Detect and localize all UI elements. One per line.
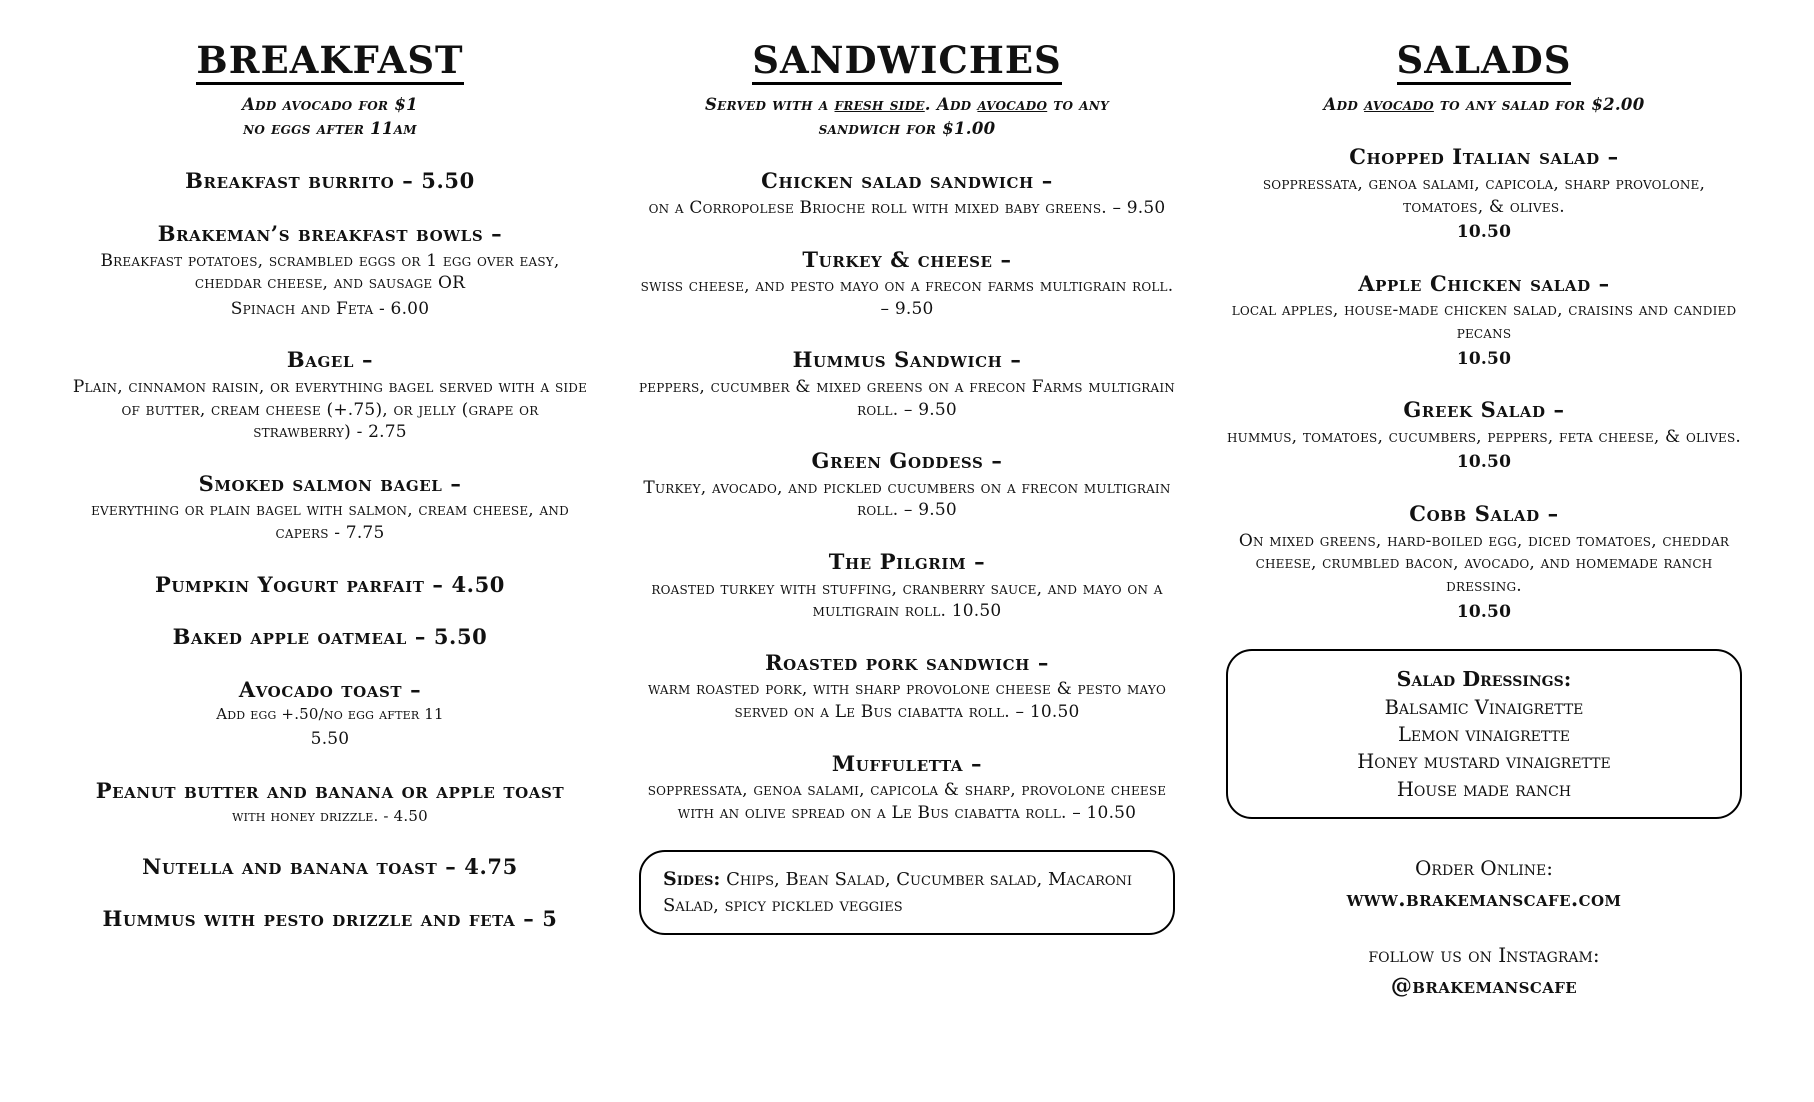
item-name: Avocado toast – <box>238 676 422 702</box>
item-name: Breakfast burrito – 5.50 <box>185 168 475 194</box>
item-description: swiss cheese, and pesto mayo on a frecon farms multigrain roll. – 9.50 <box>640 276 1174 319</box>
salads-column <box>1214 40 1754 1082</box>
item-name: Baked apple oatmeal – 5.50 <box>172 624 488 650</box>
item-description: with honey drizzle. - 4.50 <box>232 806 428 825</box>
sandwiches-title: SANDWICHES <box>752 40 1062 85</box>
item-description: Turkey, avocado, and pickled cucumbers on a frecon multigrain roll. – 9.50 <box>643 477 1171 521</box>
item-name: Chopped Italian salad – <box>1349 144 1619 170</box>
item-name: Roasted pork sandwich – <box>765 649 1049 675</box>
menu-item <box>639 168 1175 219</box>
item-description: soppressata, genoa salami, capicola & sharp, provolone cheese with an olive spread on a Le Bus ciabatta roll. – 10.50 <box>647 780 1167 823</box>
item-description: roasted turkey with stuffing, cranberry sauce, and mayo on a multigrain roll. 10.50 <box>651 578 1163 622</box>
item-price: 10.50 <box>1456 601 1512 622</box>
item-name: Pumpkin Yogurt parfait – 4.50 <box>154 571 505 597</box>
menu-item <box>72 221 588 320</box>
item-name: Greek Salad – <box>1403 397 1565 423</box>
sandwiches-subheading <box>639 93 1175 141</box>
menu-item <box>1226 501 1742 623</box>
item-name: Cobb Salad – <box>1409 501 1559 527</box>
menu-item <box>72 778 588 827</box>
menu-item <box>72 854 588 880</box>
sandwiches-column <box>627 40 1187 1082</box>
menu-item <box>639 347 1175 421</box>
menu-item <box>72 624 588 650</box>
dressing-item: House made ranch <box>1396 777 1572 801</box>
item-name: Hummus Sandwich – <box>792 347 1022 373</box>
item-name: Muffuletta – <box>831 750 983 776</box>
sides-list: Chips, Bean Salad, Cucumber salad, Macaroni Salad, spicy pickled veggies <box>663 869 1133 917</box>
item-name: Brakeman’s breakfast bowls – <box>157 220 503 246</box>
sandwiches-header <box>639 40 1175 85</box>
sub-text-e: to any <box>1047 95 1110 115</box>
item-description: warm roasted pork, with sharp provolone cheese & pesto mayo served on a Le Bus ciabatta roll. – 10.50 <box>647 679 1167 723</box>
menu-item <box>72 168 588 194</box>
menu-item <box>1226 397 1742 474</box>
breakfast-header <box>72 40 588 85</box>
sub-text-fresh-side: fresh side <box>834 95 925 115</box>
salads-sub-avocado: avocado <box>1364 95 1434 115</box>
breakfast-subheading <box>72 93 588 141</box>
item-name: Apple Chicken salad – <box>1358 270 1610 296</box>
sides-text <box>663 866 1151 919</box>
follow-label: follow us on Instagram: <box>1368 943 1600 968</box>
item-price: 5.50 <box>310 729 350 750</box>
item-name: Green Goddess – <box>811 448 1003 474</box>
footer-contact <box>1226 853 1742 1002</box>
sub-text-avocado: avocado <box>977 95 1048 115</box>
item-price: 10.50 <box>1456 348 1512 369</box>
item-name: Smoked salmon bagel – <box>198 470 462 496</box>
item-name: Hummus with pesto drizzle and feta – 5 <box>102 906 558 932</box>
menu-item <box>639 650 1175 724</box>
dressings-content <box>1250 665 1718 803</box>
item-price: 10.50 <box>1456 222 1512 243</box>
menu-item <box>1226 144 1742 243</box>
item-name: Bagel – <box>286 347 374 373</box>
item-description: Add egg +.50/no egg after 11 <box>216 705 444 724</box>
salads-header <box>1226 40 1742 85</box>
item-name: Turkey & cheese – <box>802 246 1012 272</box>
item-name: Chicken salad sandwich – <box>761 168 1053 194</box>
salad-dressings-box <box>1226 649 1742 819</box>
item-description: everything or plain bagel with salmon, cream cheese, and capers - 7.75 <box>91 500 569 543</box>
salads-subheading <box>1226 93 1742 117</box>
item-name: Nutella and banana toast – 4.75 <box>142 853 518 879</box>
item-description: peppers, cucumber & mixed greens on a frecon Farms multigrain roll. – 9.50 <box>639 376 1175 420</box>
item-description-extra: Spinach and Feta - 6.00 <box>230 298 430 319</box>
breakfast-sub-line-2: no eggs after 11am <box>243 119 417 139</box>
item-description: local apples, house-made chicken salad, craisins and candied pecans <box>1231 300 1737 344</box>
item-name: Peanut butter and banana or apple toast <box>95 777 565 803</box>
menu-item <box>639 751 1175 825</box>
item-name: The Pilgrim – <box>828 548 986 574</box>
item-description: On mixed greens, hard-boiled egg, diced tomatoes, cheddar cheese, crumbled bacon, avocado, and homemade ranch dressing. <box>1238 530 1730 596</box>
salads-title: SALADS <box>1397 40 1572 85</box>
menu-item <box>639 247 1175 321</box>
instagram-handle[interactable]: @brakemanscafe <box>1390 973 1578 999</box>
breakfast-sub-line-1: Add avocado for $1 <box>242 95 418 115</box>
sandwiches-sub-line-2: sandwich for $1.00 <box>818 119 996 139</box>
order-online-label: Order Online: <box>1415 855 1553 880</box>
breakfast-title: BREAKFAST <box>196 40 463 85</box>
sub-text-a: Served with a <box>704 95 835 115</box>
dressing-item: Balsamic Vinaigrette <box>1384 695 1584 719</box>
menu-item <box>639 448 1175 522</box>
item-description: soppressata, genoa salami, capicola, sharp provolone, tomatoes, & olives. <box>1262 173 1706 217</box>
sub-text-c: . Add <box>924 95 978 115</box>
website-link[interactable]: www.brakemanscafe.com <box>1346 885 1622 911</box>
sides-label: Sides: <box>663 868 721 891</box>
item-description: on a Corropolese Brioche roll with mixed baby greens. – 9.50 <box>648 197 1166 218</box>
menu-item <box>72 347 588 443</box>
breakfast-column <box>60 40 600 1082</box>
salads-sub-c: to any salad for $2.00 <box>1433 95 1645 115</box>
sandwiches-sub-line-1 <box>639 93 1175 117</box>
item-description: Plain, cinnamon raisin, or everything bagel served with a side of butter, cream cheese (+.75), or jelly (grape or strawberry) - 2.75 <box>72 376 588 443</box>
item-description: Breakfast potatoes, scrambled eggs or 1 egg over easy, cheddar cheese, and sausage OR <box>100 250 560 294</box>
dressing-item: Lemon vinaigrette <box>1397 723 1571 747</box>
menu-item <box>639 549 1175 623</box>
menu-item <box>72 471 588 545</box>
item-price: 10.50 <box>1456 452 1512 473</box>
dressing-item: Honey mustard vinaigrette <box>1357 750 1611 774</box>
menu-item <box>72 572 588 598</box>
menu-item <box>1226 271 1742 370</box>
item-description: hummus, tomatoes, cucumbers, peppers, feta cheese, & olives. <box>1227 426 1741 447</box>
dressings-label: Salad Dressings: <box>1396 667 1572 692</box>
salads-sub-a: Add <box>1323 95 1365 115</box>
sides-box <box>639 850 1175 935</box>
menu-item <box>72 906 588 932</box>
menu-item <box>72 677 588 751</box>
